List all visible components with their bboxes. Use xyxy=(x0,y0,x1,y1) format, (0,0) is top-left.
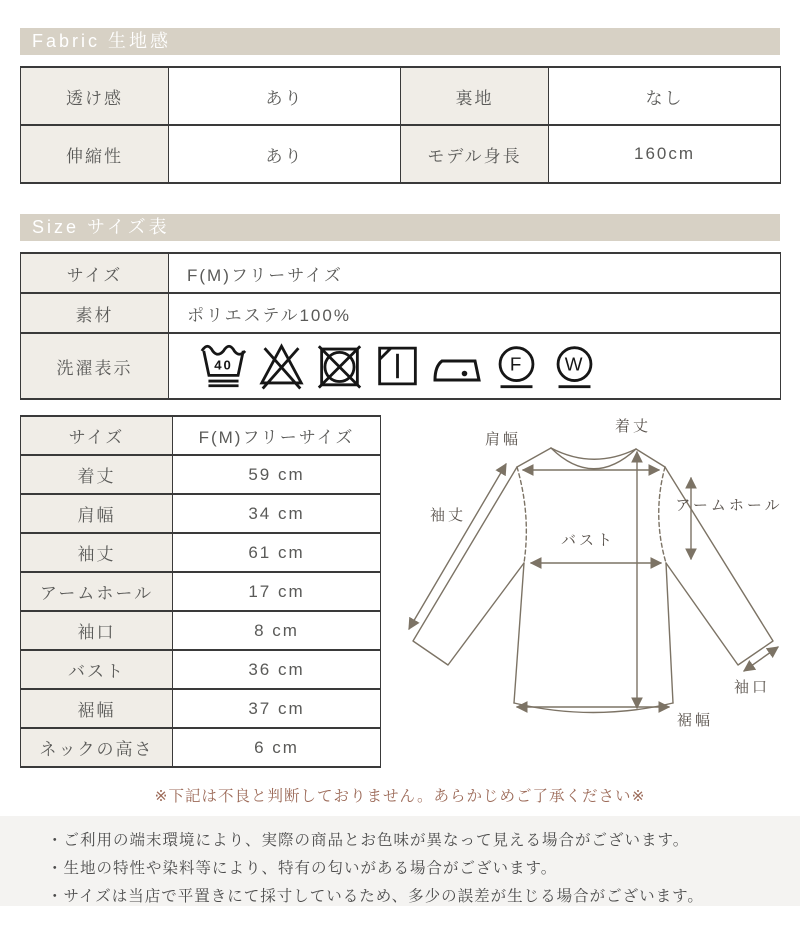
measure-label-hem: 裾幅 xyxy=(21,689,173,728)
no-bleach-icon xyxy=(258,340,305,392)
measure-label-bust: バスト xyxy=(21,650,173,689)
measure-value-hem: 37 cm xyxy=(173,689,381,728)
table-row xyxy=(21,67,781,125)
spec-value-size: F(M)フリーサイズ xyxy=(169,253,781,293)
measurement-table xyxy=(20,415,381,768)
footnote-size-tolerance: ・サイズは当店で平置きにて採寸しているため、多少の誤差が生じる場合がございます。 xyxy=(47,888,704,905)
cuff-label: 袖口 xyxy=(733,679,771,696)
armhole-label: アームホール xyxy=(675,497,783,514)
spec-label-material: 素材 xyxy=(21,293,169,333)
footnotes xyxy=(0,816,800,906)
svg-text:W: W xyxy=(564,353,585,375)
measure-label-length: 着丈 xyxy=(21,455,173,494)
table-row xyxy=(21,572,381,611)
measure-value-size: F(M)フリーサイズ xyxy=(173,416,381,455)
fabric-label-sheerness: 透け感 xyxy=(21,67,169,125)
table-row xyxy=(21,125,781,183)
measure-value-bust: 36 cm xyxy=(173,650,381,689)
measure-label-armhole: アームホール xyxy=(21,572,173,611)
svg-text:F: F xyxy=(509,353,524,375)
defect-notice: ※下記は不良と判断しておりません。あらかじめご了承ください※ xyxy=(154,788,646,805)
iron-low-heat-icon xyxy=(432,340,482,392)
fabric-label-lining: 裏地 xyxy=(401,67,549,125)
fabric-label-stretch: 伸縮性 xyxy=(21,125,169,183)
measure-value-length: 59 cm xyxy=(173,455,381,494)
spec-table xyxy=(20,252,781,400)
spec-label-care: 洗濯表示 xyxy=(21,333,169,399)
measure-value-shoulder: 34 cm xyxy=(173,494,381,533)
measure-value-cuff: 8 cm xyxy=(173,611,381,650)
footnote-color-difference: ・ご利用の端末環境により、実際の商品とお色味が異なって見える場合がございます。 xyxy=(47,832,690,849)
table-row xyxy=(21,293,781,333)
care-symbols xyxy=(187,340,780,392)
table-row xyxy=(21,455,381,494)
footnote-fabric-smell: ・生地の特性や染料等により、特有の匂いがある場合がございます。 xyxy=(47,860,558,877)
wet-clean-W-gentle-icon xyxy=(551,340,598,392)
table-row xyxy=(21,253,781,293)
fabric-value-stretch: あり xyxy=(169,125,401,183)
dry-clean-F-gentle-icon xyxy=(493,340,540,392)
size-section-header: Size サイズ表 xyxy=(20,214,780,241)
shoulder-width-label: 肩幅 xyxy=(484,431,522,448)
measure-label-size: サイズ xyxy=(21,416,173,455)
measure-value-sleeve: 61 cm xyxy=(173,533,381,572)
table-row xyxy=(21,333,781,399)
table-row xyxy=(21,728,381,767)
measurements-section xyxy=(0,400,800,768)
body-length-label: 着丈 xyxy=(614,418,652,435)
garment-outline xyxy=(413,448,773,713)
table-row xyxy=(21,416,381,455)
measure-value-armhole: 17 cm xyxy=(173,572,381,611)
measure-label-shoulder: 肩幅 xyxy=(21,494,173,533)
measure-label-sleeve: 袖丈 xyxy=(21,533,173,572)
dimension-arrows xyxy=(409,452,778,708)
fabric-section-header: Fabric 生地感 xyxy=(20,28,780,55)
spec-value-material: ポリエステル100% xyxy=(169,293,781,333)
no-tumble-dry-icon xyxy=(316,340,363,392)
table-row xyxy=(21,533,381,572)
hem-width-label: 裾幅 xyxy=(676,712,714,729)
table-row xyxy=(21,689,381,728)
wash-40-gentle-icon xyxy=(200,340,247,392)
bust-label: バスト xyxy=(560,532,616,549)
svg-text:40: 40 xyxy=(214,357,233,373)
garment-measurement-diagram xyxy=(381,403,800,768)
fabric-label-model-height: モデル身長 xyxy=(401,125,549,183)
table-row xyxy=(21,494,381,533)
fabric-value-lining: なし xyxy=(549,67,781,125)
measure-label-cuff: 袖口 xyxy=(21,611,173,650)
measure-value-neck-height: 6 cm xyxy=(173,728,381,767)
fabric-value-model-height: 160cm xyxy=(549,125,781,183)
spec-label-size: サイズ xyxy=(21,253,169,293)
line-dry-in-shade-icon xyxy=(374,340,421,392)
sleeve-length-label: 袖丈 xyxy=(429,507,467,524)
table-row xyxy=(21,611,381,650)
table-row xyxy=(21,650,381,689)
measure-label-neck-height: ネックの高さ xyxy=(21,728,173,767)
fabric-table xyxy=(20,66,781,184)
fabric-value-sheerness: あり xyxy=(169,67,401,125)
